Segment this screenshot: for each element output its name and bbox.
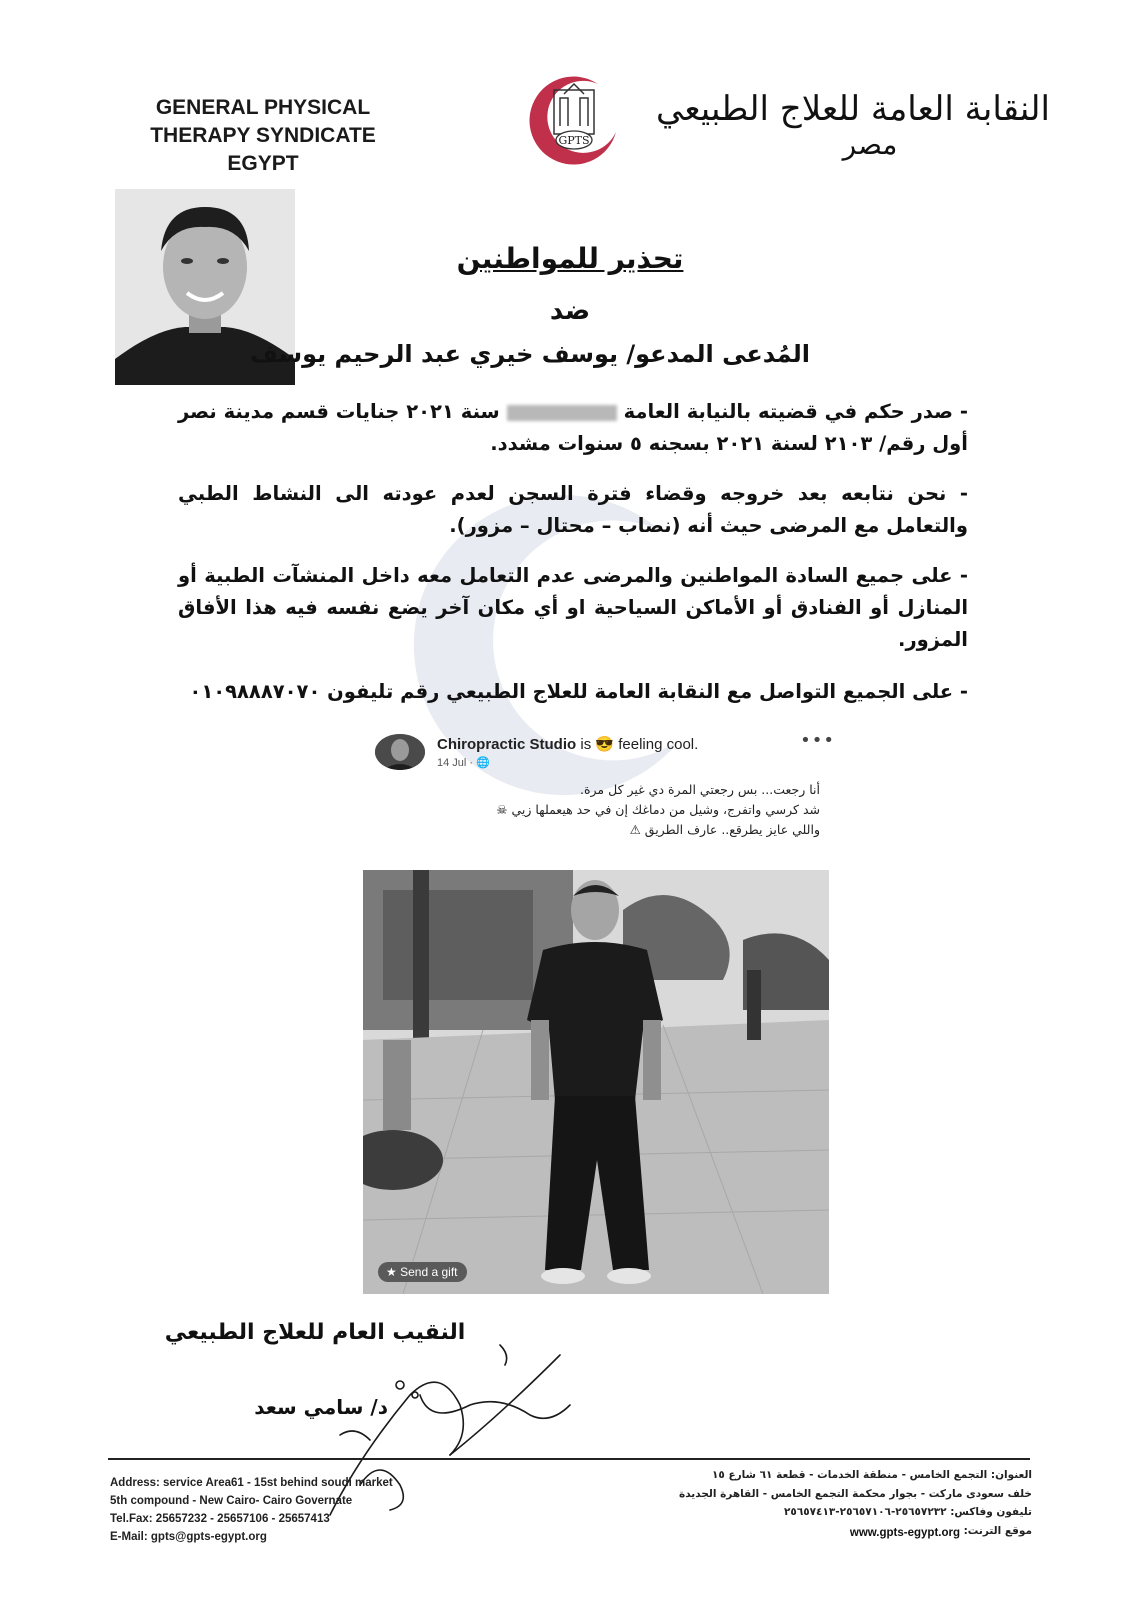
signatory-title: النقيب العام للعلاج الطبيعي bbox=[164, 1320, 466, 1345]
footer-ar-website-label: موقع الترنت: bbox=[963, 1524, 1032, 1537]
page-avatar bbox=[375, 734, 425, 770]
verdict-text-start: - صدر حكم في قضيته بالنيابة العامة bbox=[623, 400, 968, 423]
logo-text: GPTS bbox=[558, 134, 590, 147]
footer-tel: Tel.Fax: 25657232 - 25657106 - 25657413 bbox=[110, 1513, 330, 1525]
footer-email[interactable]: E-Mail: gpts@gpts-egypt.org bbox=[110, 1531, 267, 1543]
paragraph-contact: - على الجميع التواصل مع النقابة العامة للعلاج الطبيعي رقم تليفون ٠١٠٩٨٨٨٧٠٧٠ bbox=[189, 680, 968, 703]
org-name-english bbox=[118, 94, 408, 178]
org-name-ar-line2: مصر bbox=[842, 128, 898, 161]
send-gift-button[interactable] bbox=[378, 1262, 467, 1282]
post-line-2-text: شد كرسي واتفرج، وشيل من دماغك إن في حد هيعملها زيي bbox=[511, 802, 820, 817]
org-name-ar-line1: النقابة العامة للعلاج الطبيعي bbox=[656, 89, 1050, 129]
paragraph-monitoring: - نحن نتابعه بعد خروجه وقضاء فترة السجن لعدم عودته الى النشاط الطبي والتعامل مع المرضى حيث أنه (نصاب – محتال – مزور). bbox=[178, 482, 968, 537]
redacted-case-number bbox=[507, 405, 617, 421]
post-line-3-text: واللي عايز يطرقع.. عارف الطريق bbox=[644, 822, 820, 837]
footer-ar-tel: تليفون وفاكس: ٢٥٦٥٧٢٣٢-٢٥٦٥٧١٠٦-٢٥٦٥٧٤١٣ bbox=[784, 1506, 1032, 1518]
org-name-arabic bbox=[656, 88, 1050, 161]
org-name-en-line3: EGYPT bbox=[227, 152, 299, 175]
accused-name: المُدعى المدعو/ يوسف خيري عبد الرحيم يوسف bbox=[249, 340, 810, 368]
post-author-line bbox=[437, 735, 698, 753]
verdict-text-end: سنة ٢٠٢١ جنايات قسم مدينة نصر أول رقم/ ٢١٠٣ لسنة ٢٠٢١ بسجنه ٥ سنوات مشدد. bbox=[178, 400, 968, 455]
facebook-post-photo bbox=[363, 870, 829, 1294]
footer-website[interactable]: www.gpts-egypt.org bbox=[849, 1527, 960, 1539]
facebook-post-text bbox=[370, 780, 820, 840]
org-name-en-line1: GENERAL PHYSICAL bbox=[155, 96, 371, 119]
footer-english bbox=[110, 1474, 510, 1546]
gift-icon: ★ bbox=[386, 1265, 397, 1279]
feeling-text: feeling cool. bbox=[618, 736, 699, 753]
gpts-logo bbox=[520, 70, 628, 170]
more-options-icon[interactable]: ••• bbox=[800, 730, 835, 751]
post-date-line bbox=[437, 756, 490, 769]
gift-label: Send a gift bbox=[400, 1265, 458, 1279]
post-line-3 bbox=[370, 820, 820, 840]
page-name[interactable]: Chiropractic Studio bbox=[437, 736, 577, 753]
skull-emoji-icon: ☠ bbox=[496, 802, 508, 817]
warning-emoji-icon: ⚠ bbox=[629, 822, 641, 837]
footer-address-line1: Address: service Area61 - 15st behind soudi market bbox=[110, 1477, 393, 1489]
paragraph-warning: - على جميع السادة المواطنين والمرضى عدم التعامل معه داخل المنشآت الطبية أو المنازل أو الفنادق أو الأماكن السياحية او أي مكان آخر يضع نفسه فيه هذا الأفاق المزور. bbox=[178, 564, 968, 651]
footer-ar-address2: خلف سعودى ماركت - بجوار محكمة التجمع الخامس - القاهرة الجديدة bbox=[679, 1487, 1032, 1500]
footer-ar-address1: العنوان: التجمع الخامس - منطقة الخدمات - قطعة ٦١ شارع ١٥ bbox=[711, 1469, 1032, 1481]
notice-title: تحذير للمواطنين bbox=[456, 242, 684, 275]
is-text: is bbox=[580, 736, 592, 753]
footer-divider bbox=[108, 1458, 1030, 1460]
post-line-2 bbox=[370, 800, 820, 820]
globe-icon: 🌐 bbox=[476, 757, 490, 769]
signatory-name: د/ سامي سعد bbox=[254, 1395, 388, 1419]
facebook-post-header bbox=[375, 730, 835, 774]
post-date[interactable]: 14 Jul · bbox=[437, 757, 474, 769]
footer-address-line2: 5th compound - New Cairo- Cairo Governate bbox=[110, 1495, 353, 1507]
sunglasses-emoji-icon: 😎 bbox=[595, 736, 615, 753]
against-label: ضد bbox=[549, 296, 591, 326]
post-line-1: أنا رجعت... بس رجعتي المرة دي غير كل مرة. bbox=[580, 782, 820, 797]
org-name-en-line2: THERAPY SYNDICATE bbox=[150, 124, 376, 147]
paragraph-verdict bbox=[178, 396, 968, 460]
